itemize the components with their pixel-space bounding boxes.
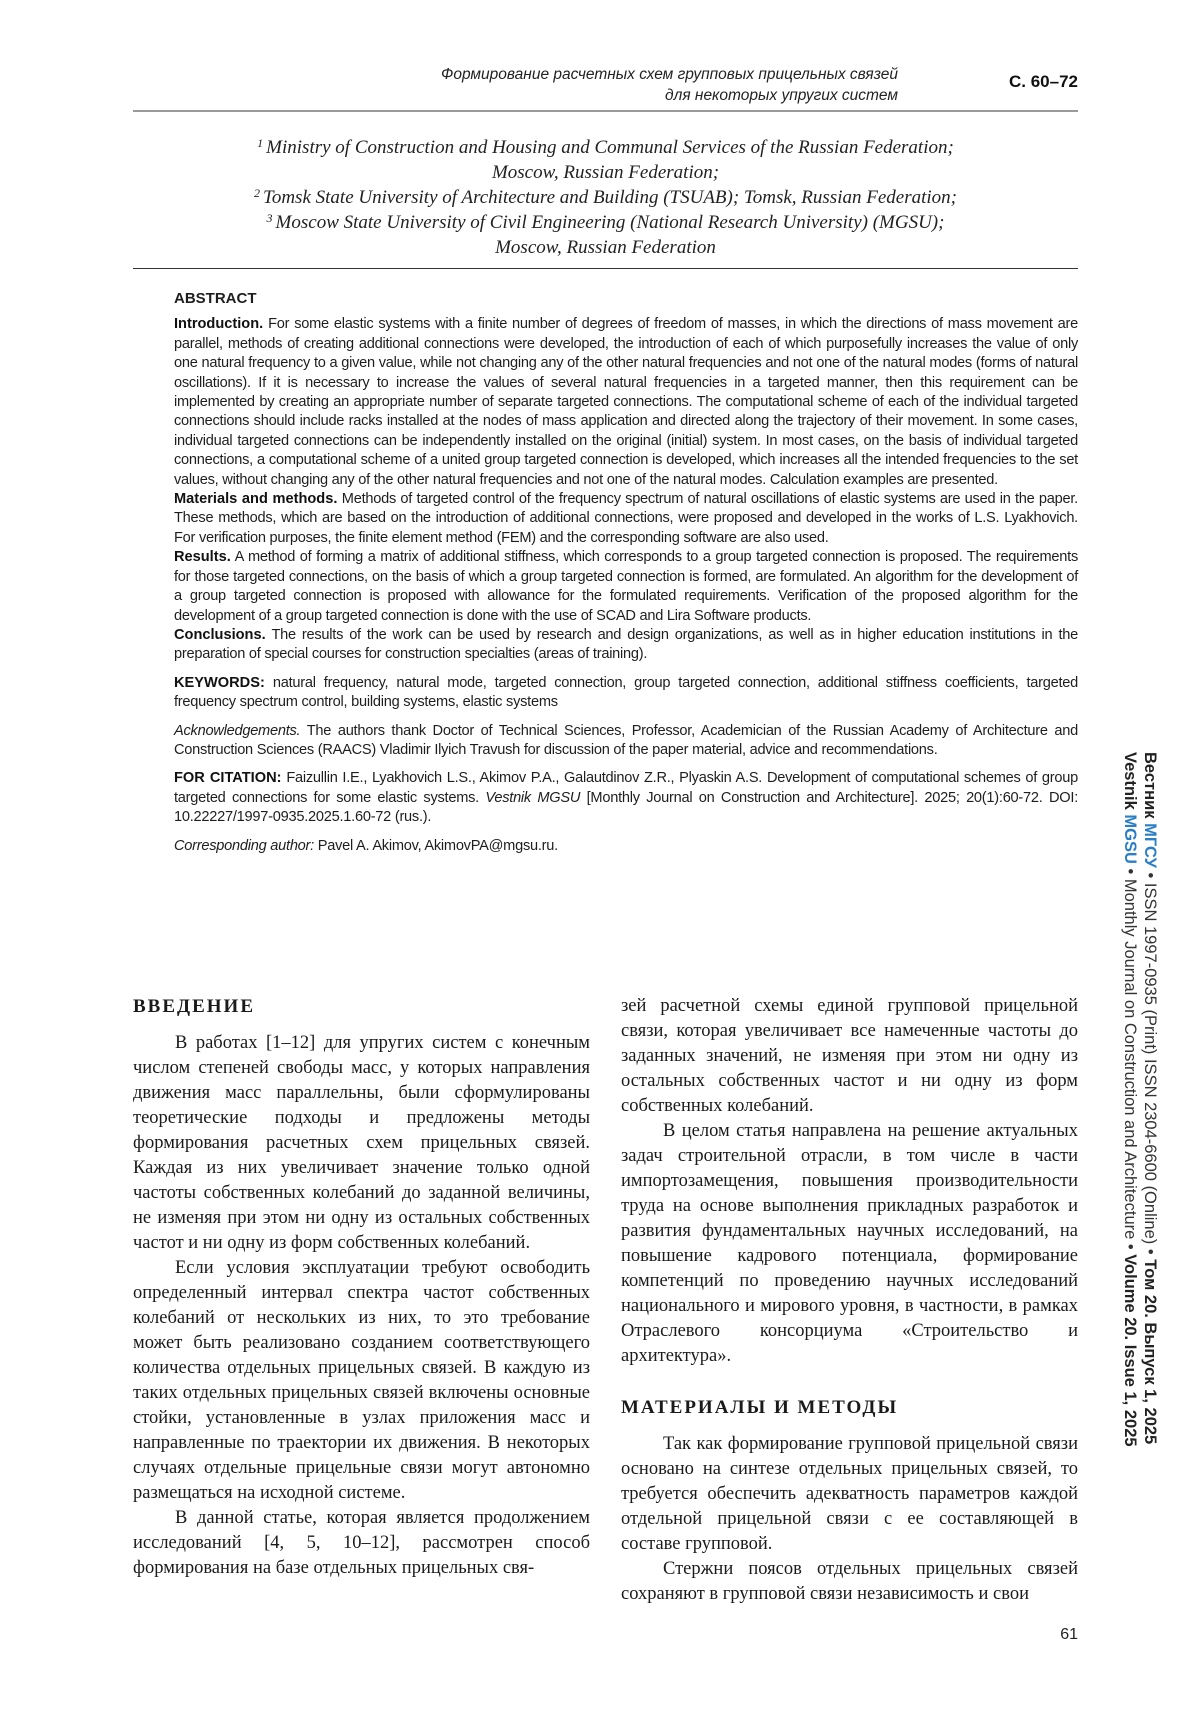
- abstract-introduction: Introduction. For some elastic systems with a finite number of degrees of freedom of masses, in which the directions of mass movement are parallel, methods of creating additional connections were developed, the introduction of each of which purposefully increases the value of only one natural frequency to a given value, while not changing any of the other natural frequencies and not one of the natural modes (forms of natural oscillations). If it is necessary to increase the values of several natural frequencies in a targeted manner, then this requirement can be implemented by creating an appropriate number of separate targeted connections. The computational scheme of each of the individual targeted connections should include racks installed at the nodes of mass application and directed along the trajectory of their movement. In some cases, individual targeted connections can be independently installed on the original (initial) system. In most cases, on the basis of individual targeted connections, a computational scheme of a united group targeted connection is developed, which increases all the intended frequencies to the set values, without changing any of the other natural frequencies and not one of the natural modes. Calculation examples are presented.: [174, 316, 1079, 488]
- abstract-heading: ABSTRACT: [174, 290, 257, 307]
- body-right-column: [621, 994, 1078, 1607]
- body-left-column: [133, 994, 590, 1581]
- paragraph: В данной статье, которая является продолжением исследований [4, 5, 10–12], рассмотрен способ формирования на базе отдельных прицельных свя-: [133, 1508, 590, 1578]
- affiliation-line: Moscow, Russian Federation: [495, 237, 716, 258]
- corresponding-author: Corresponding author: Pavel A. Akimov, AkimovPA@mgsu.ru.: [174, 837, 558, 854]
- page-number: 61: [1060, 1626, 1078, 1643]
- header-divider: [133, 110, 1078, 112]
- keywords: KEYWORDS: natural frequency, natural mode, targeted connection, group targeted connection, additional stiffness coefficients, targeted frequency spectrum control, building systems, elastic systems: [174, 674, 1078, 711]
- acknowledgements: Acknowledgements. The authors thank Doctor of Technical Sciences, Professor, Academician of the Russian Academy of Architecture and Construction Sciences (RAACS) Vladimir Ilyich Travush for discussion of the paper material, advice and recommendations.: [174, 722, 1078, 758]
- side-line-ru: Вестник МГСУ • ISSN 1997-0935 (Print) ISSN 2304-6600 (Online) • Том 20. Выпуск 1, 2025: [1141, 752, 1159, 1445]
- citation: FOR CITATION: Faizullin I.E., Lyakhovich L.S., Akimov P.A., Galautdinov Z.R., Plyaskin A.S. Development of computational schemes of group targeted connections for some elastic systems. Vestnik MGSU [Monthly Journal on Construction and Architecture]. 2025; 20(1):60-72. DOI: 10.22227/1997-0935.2025.1.60-72 (rus.).: [174, 770, 1078, 826]
- affiliation-line: $^3$ Moscow State University of Civil Engineering (National Research University) (MGSU);: [266, 211, 945, 233]
- affiliation-line: Moscow, Russian Federation;: [491, 162, 720, 183]
- paragraph: В работах [1–12] для упругих систем с конечным числом степеней свободы масс, у которых направления движения масс параллельны, были сформулированы теоретические подходы и предложены методы формирования расчетных схем прицельных связей. Каждая из них увеличивает значение только одной частоты собственных колебаний до заданной величины, не изменяя при этом ни одну из остальных собственных частот и ни одну из форм собственных колебаний.: [133, 1033, 590, 1253]
- paragraph: Стержни поясов отдельных прицельных связей сохраняют в групповой связи независимость и свои: [621, 1559, 1078, 1604]
- abstract-block: [174, 289, 1078, 856]
- running-title-line1: Формирование расчетных схем групповых прицельных связей: [441, 66, 898, 83]
- section-heading-introduction: ВВЕДЕНИЕ: [133, 996, 255, 1017]
- page-range: С. 60–72: [1009, 72, 1078, 91]
- paragraph: Так как формирование групповой прицельной связи основано на синтезе отдельных прицельных связей, то требуется обеспечить адекватность параметров каждой отдельной прицельной связи с ее составляющей в составе групповой.: [621, 1434, 1078, 1554]
- paragraph: Если условия эксплуатации требуют освободить определенный интервал спектра частот собственных колебаний от нескольких из них, то это требование может быть реализовано созданием соответствующего количества отдельных прицельных связей. В каждую из таких отдельных прицельных связей включены основные стойки, установленные в узлах приложения масс и направленные по траектории их движения. В некоторых случаях отдельные прицельные связи могут автономно размещаться на исходной системе.: [133, 1258, 590, 1503]
- paragraph: зей расчетной схемы единой групповой прицельной связи, которая увеличивает все намеченные частоты до заданных значений, не изменяя при этом ни одну из остальных собственных частот и ни одну из форм собственных колебаний.: [621, 996, 1078, 1116]
- abstract-conclusions: Conclusions. The results of the work can be used by research and design organizations, as well as in higher education institutions in the preparation of special courses for construction specialties (areas of training).: [174, 626, 1078, 663]
- affiliation-line: $^1$ Ministry of Construction and Housing and Communal Services of the Russian Federation;: [257, 136, 954, 158]
- running-title-line2: для некоторых упругих систем: [665, 87, 898, 104]
- affiliations-divider: [133, 268, 1078, 269]
- side-journal-info: [1120, 752, 1160, 1582]
- abstract-results: Results. A method of forming a matrix of additional stiffness, which corresponds to a group targeted connection is proposed. The requirements for those targeted connections, on the basis of which a group targeted connection is formed, are formulated. An algorithm for the development of a group targeted connection is proposed with allowance for the formulated requirements. Verification of the proposed algorithm for the development of a group targeted connection is done with the use of SCAD and Lira Software products.: [174, 549, 1078, 624]
- paragraph: В целом статья направлена на решение актуальных задач строительной отрасли, в том числе в части импортозамещения, повышения производительности труда на основе выполнения прикладных разработок и развития фундаментальных научных исследований, на повышение кадрового потенциала, формирование компетенций по проведению научных исследований национального и мирового уровня, в частности, в рамках Отраслевого консорциума «Строительство и архитектура».: [621, 1121, 1078, 1366]
- affiliations: [133, 135, 1078, 260]
- side-line-en: Vestnik MGSU • Monthly Journal on Construction and Architecture • Volume 20. Issue 1, 2025: [1121, 752, 1139, 1447]
- running-title: [330, 64, 898, 106]
- abstract-methods: Materials and methods. Methods of targeted control of the frequency spectrum of natural oscillations of elastic systems are used in the paper. These methods, which are based on the introduction of additional connections, were proposed and developed in the works of L.S. Lyakhovich. For verification purposes, the finite element method (FEM) and the corresponding software are also used.: [174, 491, 1078, 546]
- affiliation-line: $^2$ Tomsk State University of Architecture and Building (TSUAB); Tomsk, Russian Federation;: [254, 186, 957, 208]
- section-heading-methods: МАТЕРИАЛЫ И МЕТОДЫ: [621, 1397, 899, 1418]
